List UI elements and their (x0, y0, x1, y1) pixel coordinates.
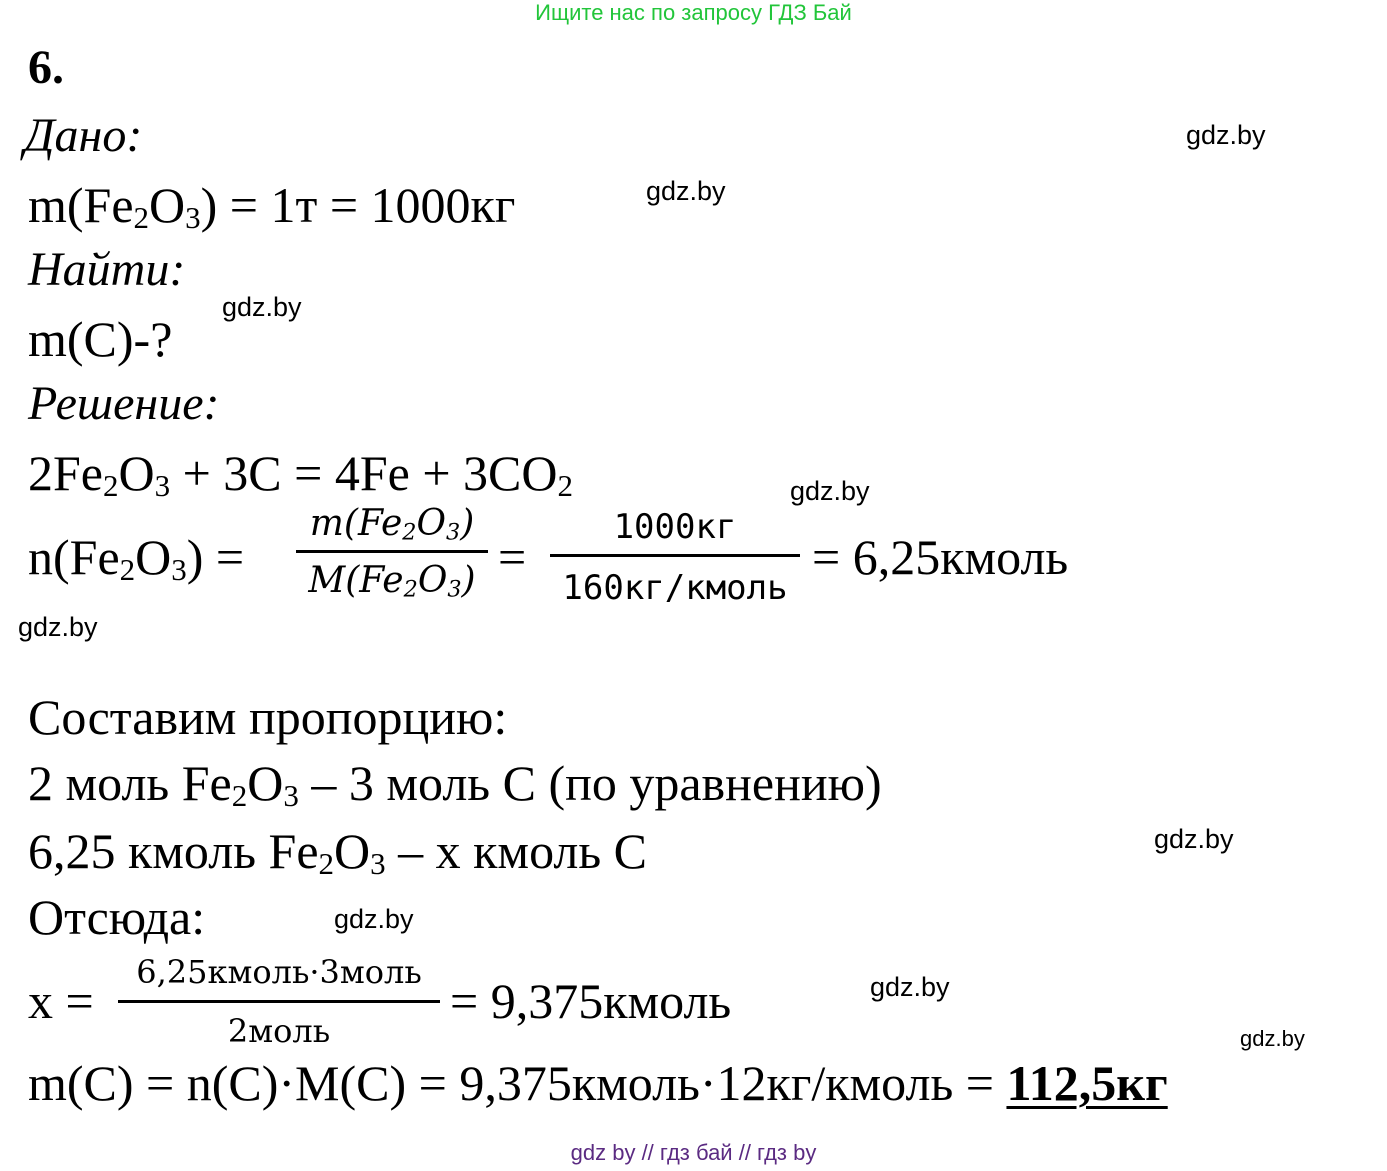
fraction-bar (550, 554, 800, 557)
watermark: gdz.by (1240, 1026, 1305, 1051)
solution-label: Решение: (28, 377, 220, 430)
x-fraction (118, 953, 440, 1050)
proportion-line-2: 6,25 кмоль $Fe_2O_3$ – x кмоль C (28, 823, 648, 882)
watermark: gdz.by (334, 904, 414, 934)
proportion-label: Составим пропорцию: (28, 689, 508, 745)
fraction-numerator: 1000кг (613, 507, 737, 547)
watermark: gdz.by (1154, 824, 1234, 854)
find-line: m(C)-? (28, 311, 173, 367)
find-label: Найти: (28, 243, 186, 296)
given-label: Дано: (24, 109, 143, 162)
footer-text: gdz by // гдз бай // гдз by (570, 1140, 817, 1165)
moles-lhs: $n(Fe_2O_3)$ = (28, 529, 245, 588)
x-result: = 9,375кмоль (450, 973, 732, 1029)
numeric-fraction (550, 507, 800, 608)
problem-number: 6. (28, 41, 64, 94)
fraction-denominator: 160кг/кмоль (562, 568, 788, 608)
fraction-numerator: 6,25кмоль·3моль (136, 953, 422, 991)
watermark: gdz.by (790, 476, 870, 506)
fraction-bar (296, 550, 488, 553)
watermark: gdz.by (222, 292, 302, 322)
watermark: gdz.by (870, 972, 950, 1002)
final-answer: 112,5кг (1006, 1055, 1168, 1111)
fraction-denominator: $M(Fe_2O_3)$ (308, 560, 476, 603)
watermark: gdz.by (646, 176, 726, 206)
hence-label: Отсюда: (28, 889, 206, 945)
mass-line: m(C) = n(C)·M(C) = 9,375кмоль·12кг/кмоль = 112,5кг (28, 1055, 1168, 1111)
equals-sign: = (498, 529, 527, 585)
fraction-denominator: 2моль (227, 1012, 331, 1050)
reaction-equation: $2Fe_2O_3 + 3C = 4Fe + 3CO_2$ (28, 445, 574, 504)
watermark: gdz.by (18, 612, 98, 642)
molar-mass-fraction (296, 503, 488, 603)
proportion-line-1: 2 моль $Fe_2O_3 - 3$ моль C (по уравнению) (28, 755, 882, 814)
moles-result: = 6,25кмоль (812, 529, 1069, 585)
x-lhs: x = (28, 973, 94, 1029)
given-line: $m(Fe_2O_3) = 1т = 1000кг$ (28, 177, 516, 236)
top-banner: Ищите нас по запросу ГДЗ Бай (535, 0, 852, 25)
fraction-numerator: $m(Fe_2O_3)$ (309, 503, 475, 546)
fraction-bar (118, 1000, 440, 1003)
watermark: gdz.by (1186, 120, 1266, 150)
